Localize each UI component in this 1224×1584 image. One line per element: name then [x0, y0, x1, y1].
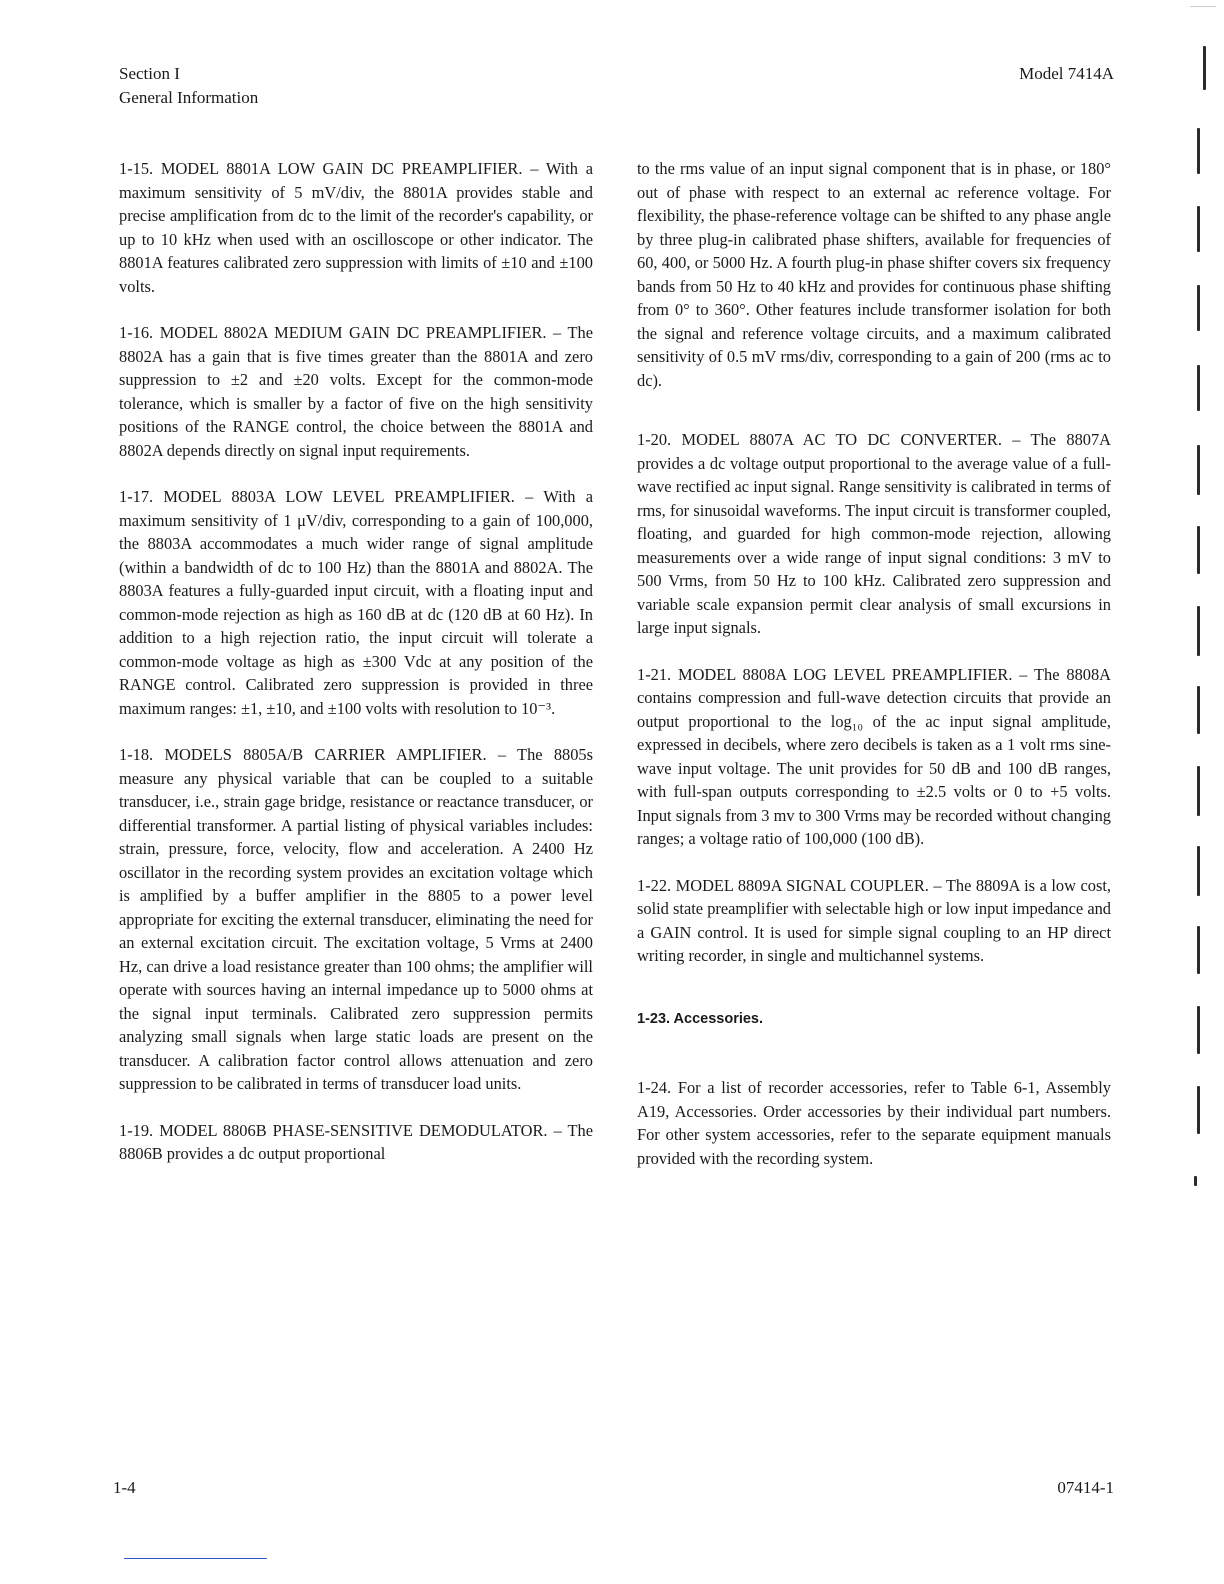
paragraph-1-19-continued: to the rms value of an input signal component that is in phase, or 180° out of phase with respect to an external ac reference voltage. For flexibility, the phase-reference voltage can be shifted to any phase angle by three plug-in calibrated phase shifters, available for frequencies of 60, 400, or 5000 Hz. A fourth plug-in phase shifter covers six frequency bands from 50 Hz to 40 kHz and provides for continuous phase shifting from 0° to 360°. Other features include transformer isolation for both the signal and reference voltage circuits, and a maximum calibrated sensitivity of 0.5 mV rms/div, corresponding to a gain of 200 (rms ac to dc).: [637, 159, 1111, 390]
change-bar: [1194, 1176, 1197, 1186]
document-number: 07414-1: [1057, 1478, 1114, 1497]
paragraph-1-17: 1-17. MODEL 8803A LOW LEVEL PREAMPLIFIER. – With a maximum sensitivity of 1 μV/div, corresponding to a gain of 100,000, the 8803A accommodates a much wider range of signal amplitude (within a bandwidth of dc to 100 Hz) than the 8801A and 8802A. The 8803A features a fully-guarded input circuit, with a floating input and common-mode rejection as high as 160 dB at dc (120 dB at 60 Hz). In addition to a high rejection ratio, the input circuit will tolerate a common-mode voltage as high as ±300 Vdc at any position of the RANGE control. Calibrated zero suppression is provided in three maximum ranges: ±1, ±10, and ±100 volts with resolution to 10⁻³.: [119, 487, 593, 718]
change-bar: [1197, 926, 1200, 974]
accessories-heading: 1-23. Accessories.: [637, 1010, 764, 1027]
section-title: General Information: [119, 88, 259, 107]
section-label: Section I: [119, 64, 180, 83]
model-label: Model 7414A: [1019, 64, 1114, 83]
change-bar: [1197, 206, 1200, 252]
paragraph-1-21: 1-21. MODEL 8808A LOG LEVEL PREAMPLIFIER. – The 8808A contains compression and full-wave detection circuits that provide an output proportional to the log₁₀ of the ac input signal amplitude, expressed in decibels, where zero decibels is taken as a 1 volt rms sine-wave input voltage. The unit provides for 50 dB and 100 dB ranges, with full-span outputs corresponding to ±2.5 volts or 0 to +5 volts. Input signals from 3 mv to 300 Vrms may be recorded without changing ranges; a voltage ratio of 100,000 (100 dB).: [637, 664, 1111, 848]
change-bar: [1197, 606, 1200, 656]
page-header-section: [119, 62, 258, 110]
change-bar: [1197, 128, 1200, 174]
bottom-rule: [124, 1558, 267, 1559]
page-number: 1-4: [113, 1478, 136, 1497]
change-bar: [1203, 46, 1206, 90]
paragraph-1-15: 1-15. MODEL 8801A LOW GAIN DC PREAMPLIFIER. – With a maximum sensitivity of 5 mV/div, the 8801A provides stable and precise amplification from dc to the limit of the recorder's capability, or up to 10 kHz when used with an oscilloscope or other indicator. The 8801A features calibrated zero suppression with limits of ±10 and ±100 volts.: [119, 159, 593, 296]
change-bar: [1197, 846, 1200, 896]
change-bar: [1197, 1006, 1200, 1054]
change-bar: [1197, 445, 1200, 495]
left-column: [119, 157, 593, 1189]
right-column: [637, 157, 1111, 1193]
change-bar: [1197, 766, 1200, 816]
scan-corner-mark: [1190, 6, 1216, 7]
paragraph-1-18: 1-18. MODELS 8805A/B CARRIER AMPLIFIER. – The 8805s measure any physical variable that can be coupled to a suitable transducer, i.e., strain gage bridge, resistance or reactance transducer, or differential transformer. A partial listing of physical variables includes: strain, pressure, force, velocity, flow and acceleration. A 2400 Hz oscillator in the recording system provides an excitation voltage which is amplified by a buffer amplifier in the 8805 to a power level appropriate for exciting the external transducer, eliminating the need for an external excitation circuit. The excitation voltage, 5 Vrms at 2400 Hz, can drive a load resistance greater than 100 ohms; the amplifier will operate with sources having an internal impedance up to 5000 ohms at the signal input terminals. Calibrated zero suppression permits analyzing small signals when large static loads are present on the transducer. A calibration factor control allows attenuation and zero suppression to be calibrated in terms of transducer load units.: [119, 745, 593, 1093]
paragraph-1-24: 1-24. For a list of recorder accessories, refer to Table 6-1, Assembly A19, Accessories. Order accessories by their individual part numbers. For other system accessories, refer to the separate equipment manuals provided with the recording system.: [637, 1078, 1111, 1168]
change-bar: [1197, 365, 1200, 411]
paragraph-1-19: 1-19. MODEL 8806B PHASE-SENSITIVE DEMODULATOR. – The 8806B provides a dc output proportional: [119, 1120, 593, 1163]
change-bar: [1197, 1086, 1200, 1134]
paragraph-1-16: 1-16. MODEL 8802A MEDIUM GAIN DC PREAMPLIFIER. – The 8802A has a gain that is five times greater than the 8801A and zero suppression to ±2 and ±20 volts. Except for the common-mode tolerance, which is smaller by a factor of five on the high sensitivity positions of the RANGE control, the choice between the 8801A and 8802A depends directly on signal input requirements.: [119, 323, 593, 460]
change-bar: [1197, 686, 1200, 734]
change-bar: [1197, 285, 1200, 331]
paragraph-1-22: 1-22. MODEL 8809A SIGNAL COUPLER. – The 8809A is a low cost, solid state preamplifier with selectable high or low input impedance and a GAIN control. It is used for simple signal coupling to an HP direct writing recorder, in single and multichannel systems.: [637, 875, 1111, 965]
change-bar: [1197, 526, 1200, 574]
paragraph-1-20: 1-20. MODEL 8807A AC TO DC CONVERTER. – The 8807A provides a dc voltage output proportional to the average value of a full-wave rectified ac input signal. Range sensitivity is calibrated in terms of rms, for sinusoidal waveforms. The input circuit is transformer coupled, floating, and guarded for high common-mode rejection, allowing measurements over a wide range of input signal conditions: 3 mV to 500 Vrms, from 50 Hz to 100 kHz. Calibrated zero suppression and variable scale expansion permit clear analysis of small excursions in large input signals.: [637, 430, 1111, 637]
